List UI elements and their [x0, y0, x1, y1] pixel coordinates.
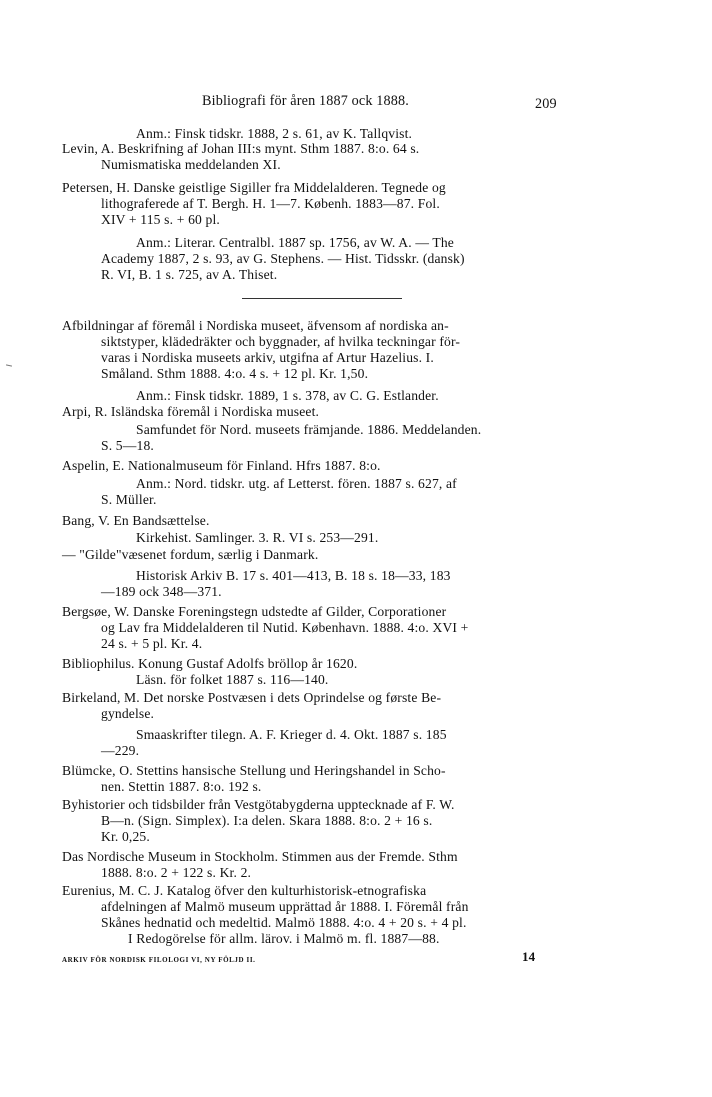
- text-line: og Lav fra Middelalderen til Nutid. København. 1888. 4:o. XVI +: [101, 620, 469, 635]
- page-number: 209: [535, 96, 557, 112]
- text-line: varas i Nordiska museets arkiv, utgifna af Artur Hazelius. I.: [101, 350, 434, 365]
- text-line: I Redogörelse för allm. lärov. i Malmö m. fl. 1887—88.: [128, 931, 440, 946]
- text-line: Anm.: Nord. tidskr. utg. af Letterst. fören. 1887 s. 627, af: [136, 476, 457, 491]
- text-line: Anm.: Literar. Centralbl. 1887 sp. 1756, av W. A. — The: [136, 235, 454, 250]
- text-line: Byhistorier och tidsbilder från Vestgötabygderna upptecknade af F. W.: [62, 797, 455, 812]
- text-line: S. 5—18.: [101, 438, 154, 453]
- text-line: Smaaskrifter tilegn. A. F. Krieger d. 4. Okt. 1887 s. 185: [136, 727, 447, 742]
- text-line: afdelningen af Malmö museum upprättad år 1888. I. Föremål från: [101, 899, 469, 914]
- text-line: 1888. 8:o. 2 + 122 s. Kr. 2.: [101, 865, 252, 880]
- text-line: Anm.: Finsk tidskr. 1888, 2 s. 61, av K. Tallqvist.: [136, 126, 413, 141]
- text-line: B—n. (Sign. Simplex). I:a delen. Skara 1888. 8:o. 2 + 16 s.: [101, 813, 433, 828]
- text-line: siktstyper, klädedräkter och byggnader, af hvilka teckningar för-: [101, 334, 461, 349]
- text-line: — "Gilde"væsenet fordum, særlig i Danmark.: [62, 547, 319, 562]
- section-divider: [242, 298, 402, 299]
- text-line: Bibliophilus. Konung Gustaf Adolfs bröllop år 1620.: [62, 656, 358, 671]
- text-line: Anm.: Finsk tidskr. 1889, 1 s. 378, av C. G. Estlander.: [136, 388, 439, 403]
- text-line: Arpi, R. Isländska föremål i Nordiska museet.: [62, 404, 320, 419]
- text-line: Academy 1887, 2 s. 93, av G. Stephens. — Hist. Tidsskr. (dansk): [101, 251, 465, 266]
- text-line: R. VI, B. 1 s. 725, av A. Thiset.: [101, 267, 278, 282]
- text-line: Bang, V. En Bandsættelse.: [62, 513, 210, 528]
- text-line: 24 s. + 5 pl. Kr. 4.: [101, 636, 203, 651]
- text-line: Bergsøe, W. Danske Foreningstegn udstedte af Gilder, Corporationer: [62, 604, 447, 619]
- text-line: Petersen, H. Danske geistlige Sigiller fra Middelalderen. Tegnede og: [62, 180, 446, 195]
- sheet-number: 14: [522, 949, 536, 964]
- text-line: Läsn. för folket 1887 s. 116—140.: [136, 672, 329, 687]
- text-line: Kr. 0,25.: [101, 829, 150, 844]
- text-line: Historisk Arkiv B. 17 s. 401—413, B. 18 s. 18—33, 183: [136, 568, 451, 583]
- running-title: Bibliografi för åren 1887 ock 1888.: [202, 93, 409, 109]
- text-line: Afbildningar af föremål i Nordiska museet, äfvensom af nordiska an-: [62, 318, 449, 333]
- text-line: Samfundet för Nord. museets främjande. 1886. Meddelanden.: [136, 422, 482, 437]
- text-line: Eurenius, M. C. J. Katalog öfver den kulturhistorisk-etnografiska: [62, 883, 427, 898]
- text-line: Numismatiska meddelanden XI.: [101, 157, 281, 172]
- text-line: nen. Stettin 1887. 8:o. 192 s.: [101, 779, 262, 794]
- text-line: XIV + 115 s. + 60 pl.: [101, 212, 220, 227]
- text-line: Das Nordische Museum in Stockholm. Stimmen aus der Fremde. Sthm: [62, 849, 458, 864]
- text-line: Småland. Sthm 1888. 4:o. 4 s. + 12 pl. Kr. 1,50.: [101, 366, 369, 381]
- text-line: —229.: [101, 743, 140, 758]
- text-line: lithograferede af T. Bergh. H. 1—7. Københ. 1883—87. Fol.: [101, 196, 440, 211]
- margin-mark: [6, 364, 12, 366]
- text-line: Aspelin, E. Nationalmuseum för Finland. Hfrs 1887. 8:o.: [62, 458, 381, 473]
- text-line: S. Müller.: [101, 492, 157, 507]
- text-line: gyndelse.: [101, 706, 155, 721]
- text-line: —189 ock 348—371.: [101, 584, 222, 599]
- text-line: Kirkehist. Samlinger. 3. R. VI s. 253—291.: [136, 530, 379, 545]
- text-line: Skånes hednatid och medeltid. Malmö 1888. 4:o. 4 + 20 s. + 4 pl.: [101, 915, 467, 930]
- text-line: Levin, A. Beskrifning af Johan III:s mynt. Sthm 1887. 8:o. 64 s.: [62, 141, 420, 156]
- signature-mark: ARKIV FÖR NORDISK FILOLOGI VI, NY FÖLJD II.: [62, 956, 256, 964]
- text-line: Birkeland, M. Det norske Postvæsen i dets Oprindelse og første Be-: [62, 690, 442, 705]
- text-line: Blümcke, O. Stettins hansische Stellung und Heringshandel in Scho-: [62, 763, 446, 778]
